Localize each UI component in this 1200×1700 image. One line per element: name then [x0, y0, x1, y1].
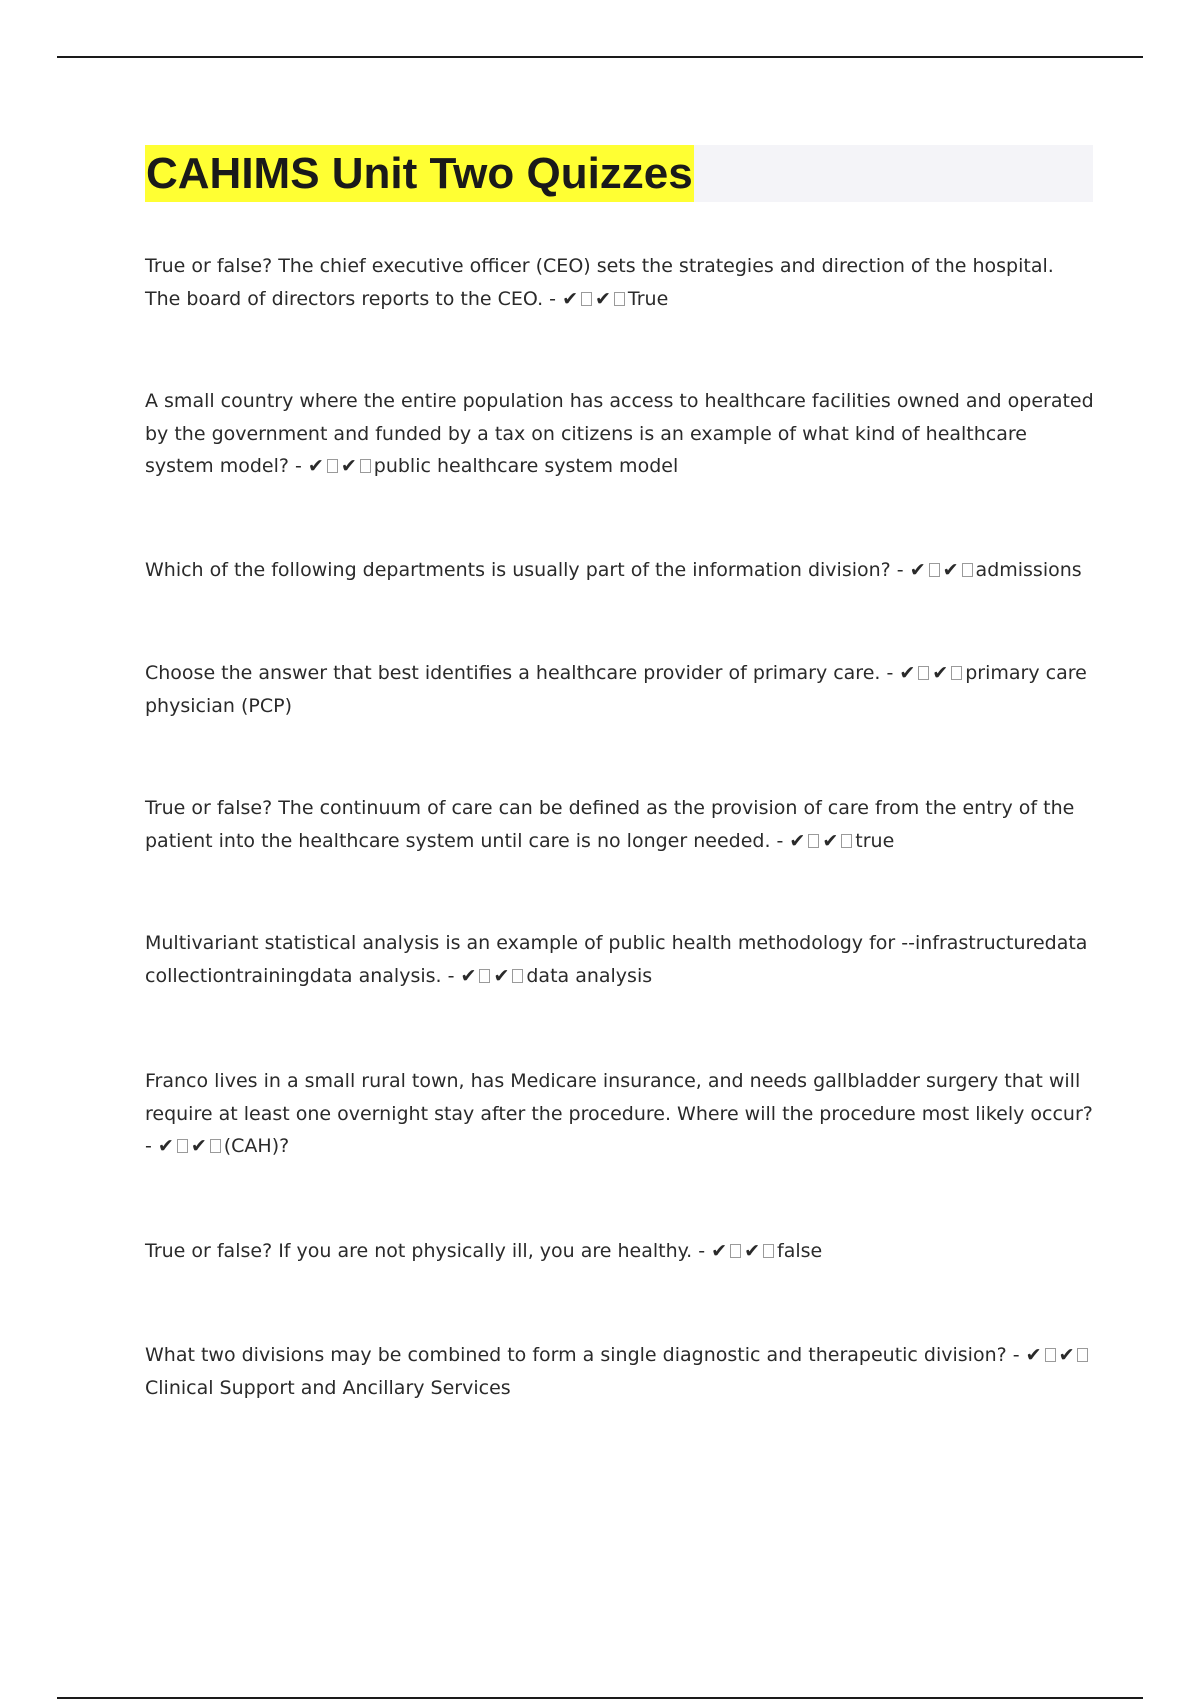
document-title: CAHIMS Unit Two Quizzes	[145, 145, 694, 202]
answer-separator: -	[543, 287, 563, 310]
answer-separator: -	[890, 559, 910, 581]
check-mark-icon: ✔ ✔	[461, 965, 527, 987]
question-text: What two divisions may be combined to form a single diagnostic and therapeutic division?	[145, 1344, 1007, 1366]
check-mark-icon: ✔ ✔	[789, 830, 855, 852]
qa-item-3	[145, 554, 1095, 587]
qa-item-9	[145, 1339, 1095, 1404]
qa-item-1	[145, 250, 1095, 315]
question-text: Which of the following departments is usually part of the information division?	[145, 559, 891, 581]
answer-text: false	[777, 1240, 823, 1262]
question-text: True or false? If you are not physically ill, you are healthy.	[145, 1240, 693, 1262]
qa-item-4	[145, 657, 1095, 722]
question-text: True or false? The continuum of care can be defined as the provision of care from the entry of the patient into the healthcare system until care is no longer needed.	[145, 797, 1075, 852]
answer-text: data analysis	[526, 964, 653, 987]
qa-item-5	[145, 792, 1095, 857]
check-mark-icon: ✔ ✔	[308, 455, 374, 477]
answer-separator: -	[770, 829, 790, 852]
answer-separator: -	[288, 455, 308, 477]
answer-separator: -	[441, 964, 461, 987]
answer-text: admissions	[975, 559, 1082, 581]
check-mark-icon: ✔ ✔	[910, 559, 976, 581]
qa-item-2	[145, 385, 1095, 483]
qa-item-6	[145, 927, 1095, 992]
top-rule	[57, 56, 1143, 58]
question-text: Franco lives in a small rural town, has Medicare insurance, and needs gallbladder surgery that will require at least one overnight stay after the procedure. Where will the procedure most likely occur?	[145, 1070, 1093, 1125]
answer-separator: -	[1006, 1344, 1026, 1366]
answer-text: public healthcare system model	[373, 455, 679, 477]
bottom-rule	[57, 1697, 1143, 1699]
answer-text: True	[627, 287, 669, 310]
answer-text: true	[855, 829, 895, 852]
question-text: Choose the answer that best identifies a healthcare provider of primary care.	[145, 662, 881, 684]
question-text: A small country where the entire population has access to healthcare facilities owned and operated by the government and funded by a tax on citizens is an example of what kind of healthcare system model?	[145, 390, 1094, 477]
qa-item-8	[145, 1235, 1095, 1268]
check-mark-icon: ✔ ✔	[711, 1240, 777, 1262]
check-mark-icon: ✔ ✔	[562, 288, 628, 310]
answer-separator: -	[880, 662, 900, 684]
question-text: Multivariant statistical analysis is an example of public health methodology for --infrastructuredata collectiontrainingdata analysis.	[145, 932, 1088, 987]
check-mark-icon: ✔ ✔	[899, 662, 965, 684]
answer-separator: -	[145, 1102, 1099, 1157]
answer-text: (CAH)?	[223, 1135, 290, 1157]
answer-text: Clinical Support and Ancillary Services	[145, 1376, 511, 1399]
answer-text: primary care physician (PCP)	[145, 662, 1093, 717]
answer-separator: -	[692, 1240, 712, 1262]
check-mark-icon: ✔ ✔	[158, 1135, 224, 1157]
question-text: True or false? The chief executive officer (CEO) sets the strategies and direction of the hospital. The board of directors reports to the CEO.	[145, 255, 1054, 310]
check-mark-icon: ✔ ✔	[1026, 1344, 1092, 1366]
qa-item-7	[145, 1065, 1099, 1163]
